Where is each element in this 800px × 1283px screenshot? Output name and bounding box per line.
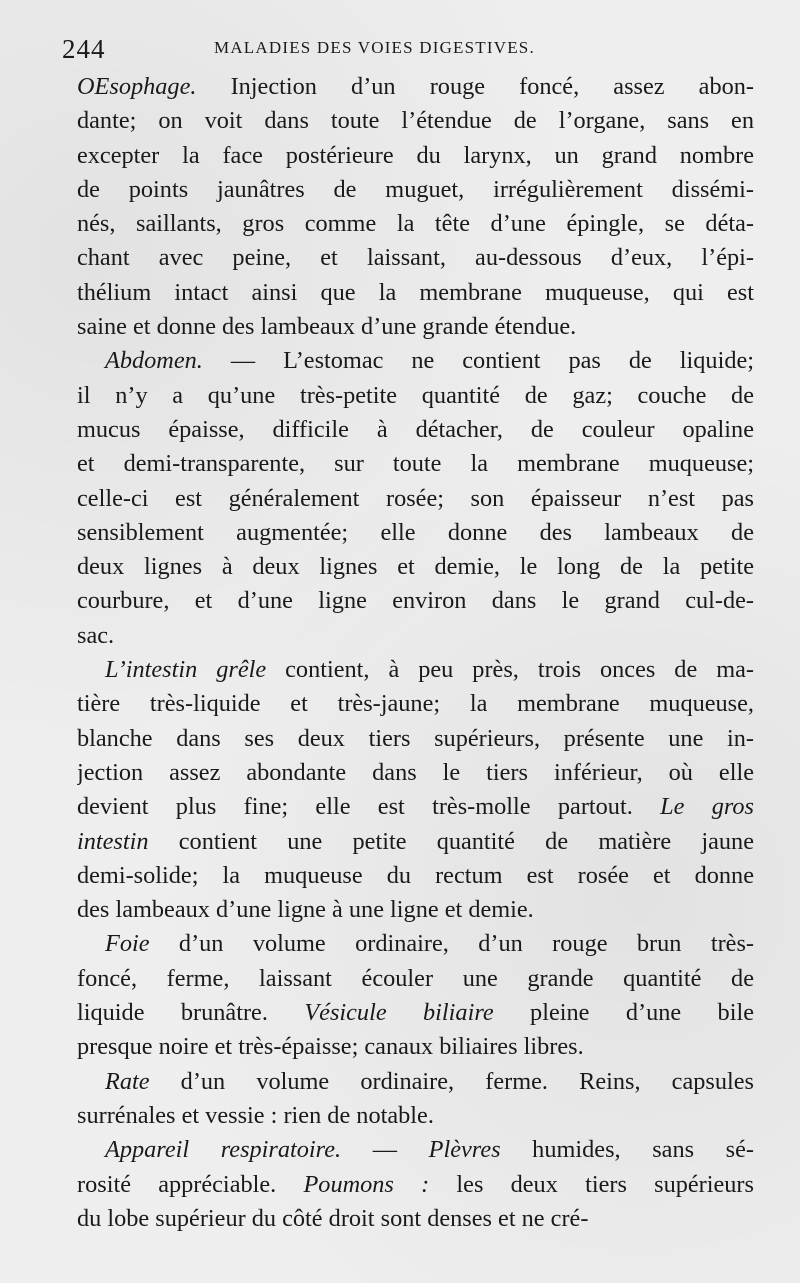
text-segment: sensiblement augmentée; elle donne des lambeaux de (77, 518, 754, 546)
italic-term: OEsophage. (77, 73, 197, 100)
text-segment: celle-ci est généralement rosée; son épaisseur n’est pas (77, 484, 754, 512)
text-segment: thélium intact ainsi que la membrane muqueuse, qui est (77, 278, 754, 306)
text-line (77, 482, 754, 516)
text-segment: pleine d’une bile (493, 999, 754, 1027)
text-segment: jection assez abondante dans le tiers inférieur, où elle (77, 758, 754, 786)
page-number: 244 (62, 34, 106, 64)
text-segment: contient une petite quantité de matière jaune (148, 827, 754, 855)
text-segment: humides, sans sé- (500, 1136, 754, 1164)
italic-term: Abdomen. (105, 347, 203, 375)
paragraph (77, 344, 754, 653)
text-line (77, 687, 754, 721)
text-line (77, 859, 754, 893)
text-line (77, 379, 754, 413)
paragraph (77, 1065, 754, 1134)
text-line (77, 173, 754, 207)
text-segment: du lobe supérieur du côté droit sont denses et ne cré- (77, 1204, 589, 1232)
text-segment: foncé, ferme, laissant écouler une grande quantité de (77, 964, 754, 992)
text-line (77, 344, 754, 378)
text-line (77, 790, 754, 824)
text-segment: contient, à peu près, trois onces de ma- (266, 656, 754, 684)
italic-term: Vésicule biliaire (304, 999, 494, 1027)
text-segment: Injection d’un rouge foncé, assez abon- (196, 73, 754, 100)
text-line (77, 1030, 754, 1064)
italic-term: Poumons : (303, 1170, 430, 1198)
text-segment: dante; on voit dans toute l’étendue de l’organe, sans en (77, 107, 754, 135)
text-line (77, 276, 754, 310)
italic-term: Plèvres (428, 1136, 501, 1164)
italic-term: Appareil respiratoire. (105, 1136, 342, 1164)
text-line (77, 1065, 754, 1099)
text-line (77, 927, 754, 961)
body-text (77, 70, 754, 1236)
paragraph (77, 653, 754, 927)
text-line (77, 207, 754, 241)
text-line (77, 653, 754, 687)
text-line (77, 139, 754, 173)
text-segment: presque noire et très-épaisse; canaux biliaires libres. (77, 1033, 584, 1061)
running-head: MALADIES DES VOIES DIGESTIVES. (214, 38, 535, 57)
text-segment: de points jaunâtres de muguet, irrégulièrement dissémi- (77, 175, 754, 203)
text-line (77, 1099, 754, 1133)
text-line (77, 516, 754, 550)
text-segment: — L’estomac ne contient pas de liquide; (202, 347, 754, 375)
text-line (77, 962, 754, 996)
text-line (77, 619, 754, 653)
text-line (77, 104, 754, 138)
text-line (77, 70, 754, 104)
italic-term: Rate (105, 1067, 150, 1095)
text-segment: les deux tiers supérieurs (429, 1170, 754, 1198)
text-segment: liquide brunâtre. (77, 999, 305, 1027)
text-segment: des lambeaux d’une ligne à une ligne et demie. (77, 896, 534, 924)
paragraph (77, 70, 754, 344)
text-segment: rosité appréciable. (77, 1170, 304, 1198)
text-line (77, 310, 754, 344)
text-segment: demi-solide; la muqueuse du rectum est rosée et donne (77, 861, 754, 889)
italic-term: L’intestin grêle (105, 656, 267, 684)
text-line (77, 447, 754, 481)
text-line (77, 241, 754, 275)
text-segment: nés, saillants, gros comme la tête d’une épingle, se déta- (77, 210, 754, 238)
page-header (62, 34, 760, 62)
text-line (77, 1168, 754, 1202)
text-segment: et demi-transparente, sur toute la membrane muqueuse; (77, 450, 754, 478)
text-segment: sac. (77, 621, 115, 649)
italic-term: Foie (105, 930, 150, 958)
paragraph (77, 1133, 754, 1236)
text-segment: tière très-liquide et très-jaune; la membrane muqueuse, (77, 690, 754, 718)
text-segment: il n’y a qu’une très-petite quantité de gaz; couche de (77, 381, 754, 409)
text-line (77, 893, 754, 927)
text-segment: deux lignes à deux lignes et demie, le long de la petite (77, 553, 754, 581)
text-segment: surrénales et vessie : rien de notable. (77, 1101, 434, 1129)
italic-term: intestin (77, 827, 149, 855)
italic-term: Le gros (660, 793, 754, 821)
text-segment: d’un volume ordinaire, d’un rouge brun très- (149, 930, 754, 958)
text-segment: courbure, et d’une ligne environ dans le grand cul-de- (77, 587, 754, 615)
text-segment: devient plus fine; elle est très-molle partout. (77, 793, 661, 821)
text-line (77, 1133, 754, 1167)
text-segment: chant avec peine, et laissant, au-dessous d’eux, l’épi- (77, 244, 754, 272)
text-line (77, 584, 754, 618)
text-segment: blanche dans ses deux tiers supérieurs, présente une in- (77, 724, 754, 752)
text-line (77, 722, 754, 756)
text-line (77, 996, 754, 1030)
text-segment: mucus épaisse, difficile à détacher, de couleur opaline (77, 415, 754, 443)
text-line (77, 413, 754, 447)
text-line (77, 1202, 754, 1236)
text-segment: — (341, 1136, 429, 1164)
paragraph (77, 927, 754, 1064)
text-segment: d’un volume ordinaire, ferme. Reins, capsules (149, 1067, 754, 1095)
text-line (77, 756, 754, 790)
text-line (77, 550, 754, 584)
text-segment: excepter la face postérieure du larynx, un grand nombre (77, 141, 754, 169)
text-line (77, 825, 754, 859)
text-segment: saine et donne des lambeaux d’une grande étendue. (77, 313, 577, 341)
